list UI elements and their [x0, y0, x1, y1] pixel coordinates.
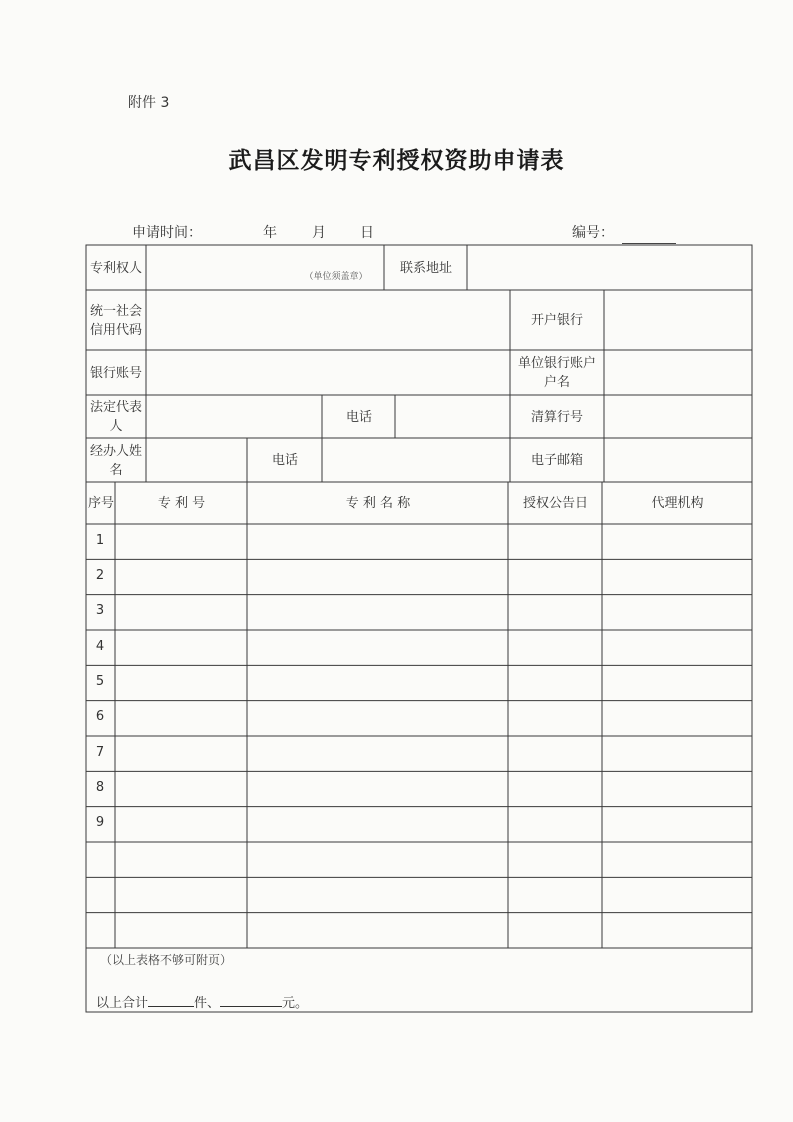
bank-label: 开户银行 [530, 313, 583, 328]
row-number: 1 [95, 532, 105, 548]
phone-label-1: 电话 [345, 409, 372, 425]
page-title: 武昌区发明专利授权资助申请表 [228, 147, 565, 174]
year-label: 年 [263, 225, 277, 241]
email-label: 电子邮箱 [530, 453, 583, 468]
row-number: 3 [95, 603, 105, 619]
footer-note: （以上表格不够可附页） [100, 953, 233, 967]
row-number: 5 [95, 674, 105, 689]
row-number: 4 [95, 638, 105, 654]
credit-code-label: 统一社会信用代码 [89, 303, 142, 338]
account-no-label: 银行账号 [89, 365, 142, 381]
col-header-seq: 序号 [88, 496, 115, 511]
patentee-label: 专利权人 [89, 260, 142, 276]
count-blank[interactable] [148, 994, 194, 1007]
col-header-agency: 代理机构 [651, 496, 704, 511]
address-label: 联系地址 [399, 260, 452, 276]
stamp-note: （单位须盖章） [304, 272, 368, 282]
serial-label: 编号： [572, 225, 614, 241]
total-prefix: 以上合计 [96, 996, 149, 1011]
clearing-no-label: 清算行号 [530, 409, 583, 425]
account-name-label: 单位银行账户户名 [517, 356, 596, 390]
col-header-patent-name: 专 利 名 称 [345, 496, 411, 511]
month-label: 月 [312, 225, 326, 241]
day-label: 日 [360, 225, 374, 241]
row-number: 7 [95, 744, 105, 760]
col-header-grant-date: 授权公告日 [522, 496, 588, 511]
total-unit-amount: 元。 [282, 996, 309, 1011]
total-unit-count: 件、 [194, 996, 221, 1011]
col-header-patent-no: 专 利 号 [157, 496, 206, 511]
row-number: 9 [95, 815, 105, 831]
handler-label: 经办人姓名 [89, 443, 142, 478]
amount-blank[interactable] [220, 994, 282, 1007]
total-line [96, 992, 308, 1011]
legal-rep-label: 法定代表人 [89, 400, 142, 434]
row-number: 2 [95, 568, 105, 583]
phone-label-2: 电话 [271, 453, 298, 468]
row-number: 6 [95, 709, 105, 725]
date-label: 申请时间： [132, 225, 202, 241]
row-number: 8 [95, 780, 105, 795]
attachment-label: 附件 3 [128, 95, 170, 111]
